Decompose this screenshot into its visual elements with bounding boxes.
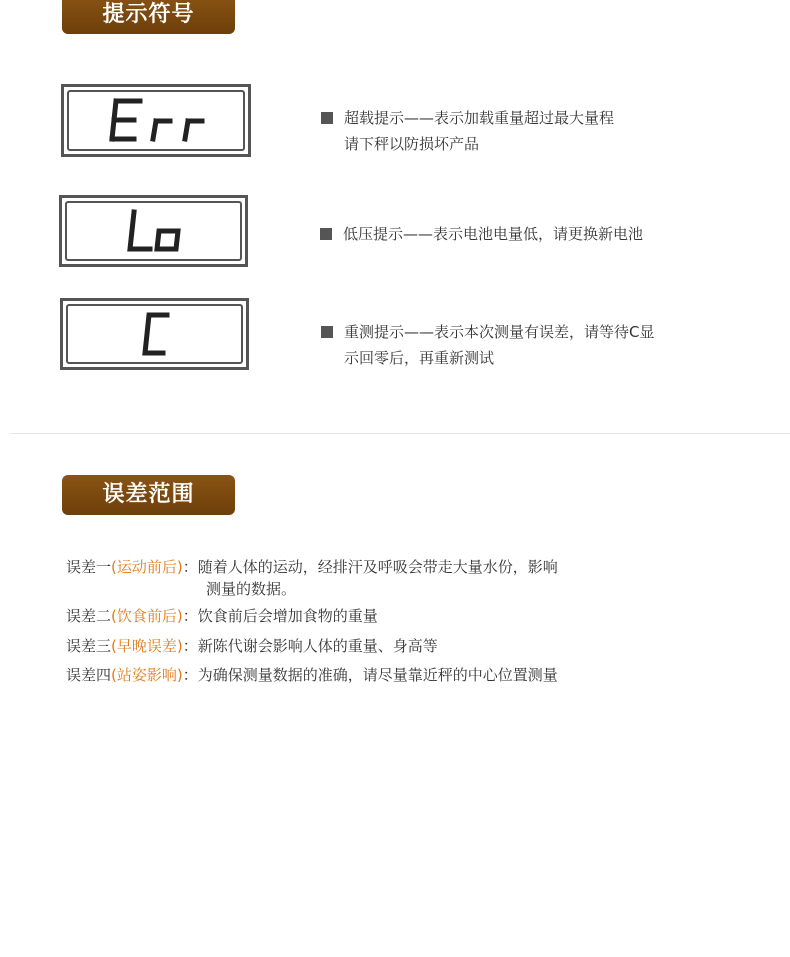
section-divider xyxy=(10,433,790,434)
error-cause: (饮食前后) xyxy=(111,607,183,625)
error-row-1 xyxy=(66,556,558,598)
lcd-lo-glyphs xyxy=(62,198,245,264)
bullet-square-icon xyxy=(320,228,332,240)
lcd-err-glyphs xyxy=(64,87,248,154)
error-colon: ： xyxy=(182,666,198,684)
lcd-display-c xyxy=(60,298,249,370)
desc-err-line-2: 请下秤以防损坏产品 xyxy=(344,135,480,153)
desc-c-line-1: 重测提示——表示本次测量有误差，请等待C显 xyxy=(344,323,655,341)
error-text: 饮食前后会增加食物的重量 xyxy=(197,607,378,625)
error-text: 随着人体的运动，经排汗及呼吸会带走大量水份，影响 xyxy=(197,558,558,576)
section-title-prompt-symbols: 提示符号 xyxy=(62,0,235,34)
desc-err xyxy=(344,105,614,157)
error-text: 为确保测量数据的准确，请尽量靠近秤的中心位置测量 xyxy=(197,666,558,684)
error-colon: ： xyxy=(182,607,198,625)
error-text: 新陈代谢会影响人体的重量、身高等 xyxy=(197,637,438,655)
lcd-display-lo xyxy=(59,195,248,267)
error-label: 误差二 xyxy=(66,607,112,625)
error-label: 误差一 xyxy=(66,558,112,576)
desc-lo xyxy=(343,221,643,247)
error-text-continued: 测量的数据。 xyxy=(206,580,297,598)
error-label: 误差三 xyxy=(66,637,112,655)
error-label: 误差四 xyxy=(66,666,112,684)
error-colon: ： xyxy=(182,558,198,576)
error-cause: (早晚误差) xyxy=(111,637,183,655)
error-row-4 xyxy=(66,664,558,686)
error-row-2 xyxy=(66,605,378,627)
bullet-square-icon xyxy=(321,326,333,338)
error-colon: ： xyxy=(182,637,198,655)
error-row-3 xyxy=(66,635,438,657)
lcd-display-err xyxy=(61,84,251,157)
desc-err-line-1: 超载提示——表示加载重量超过最大量程 xyxy=(344,109,615,127)
desc-lo-line-1: 低压提示——表示电池电量低，请更换新电池 xyxy=(343,225,644,243)
lcd-c-glyphs xyxy=(63,301,246,367)
bullet-square-icon xyxy=(321,112,333,124)
error-cause: (运动前后) xyxy=(111,558,183,576)
section-title-error-range: 误差范围 xyxy=(62,475,235,515)
desc-c xyxy=(344,319,654,371)
error-cause: (站姿影响) xyxy=(111,666,183,684)
desc-c-line-2: 示回零后，再重新测试 xyxy=(344,349,495,367)
